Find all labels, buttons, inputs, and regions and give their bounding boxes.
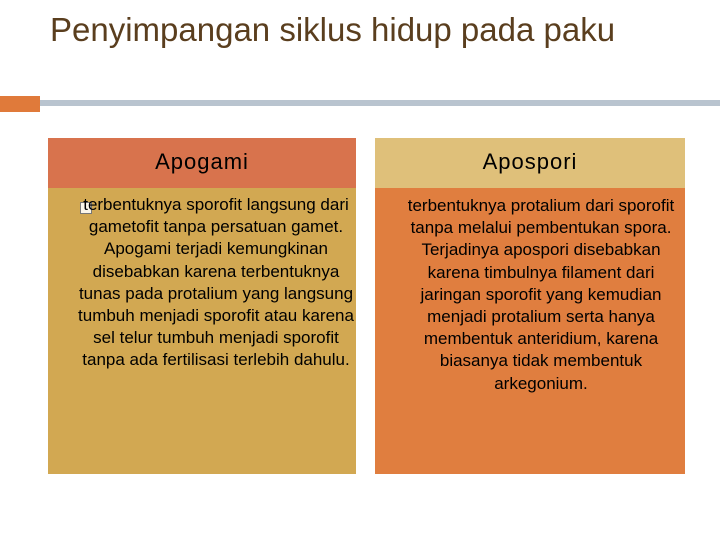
- apogami-description: terbentuknya sporofit langsung dari gametofit tanpa persatuan gamet. Apogami terjadi kemungkinan disebabkan karena terbentuknya tunas pada protalium yang langsung tumbuh menjadi sporofit atau karena sel telur tumbuh menjadi sporofit tanpa ada fertilisasi terlebih dahulu.: [78, 195, 354, 370]
- apospori-description: terbentuknya protalium dari sporofit tanpa melalui pembentukan spora. Terjadinya apospori disebabkan karena timbulnya filament dari jaringan sporofit yang kemudian menjadi protalium serta hanya membentuk anteridium, karena biasanya tidak membentuk arkegonium.: [407, 196, 675, 393]
- title-accent-bar: [0, 96, 40, 112]
- table-header-apospori: Apospori: [375, 138, 685, 188]
- slide-title: Penyimpangan siklus hidup pada paku: [50, 11, 616, 48]
- table-header-apogami: Apogami: [48, 138, 356, 188]
- title-divider-line: [40, 100, 720, 106]
